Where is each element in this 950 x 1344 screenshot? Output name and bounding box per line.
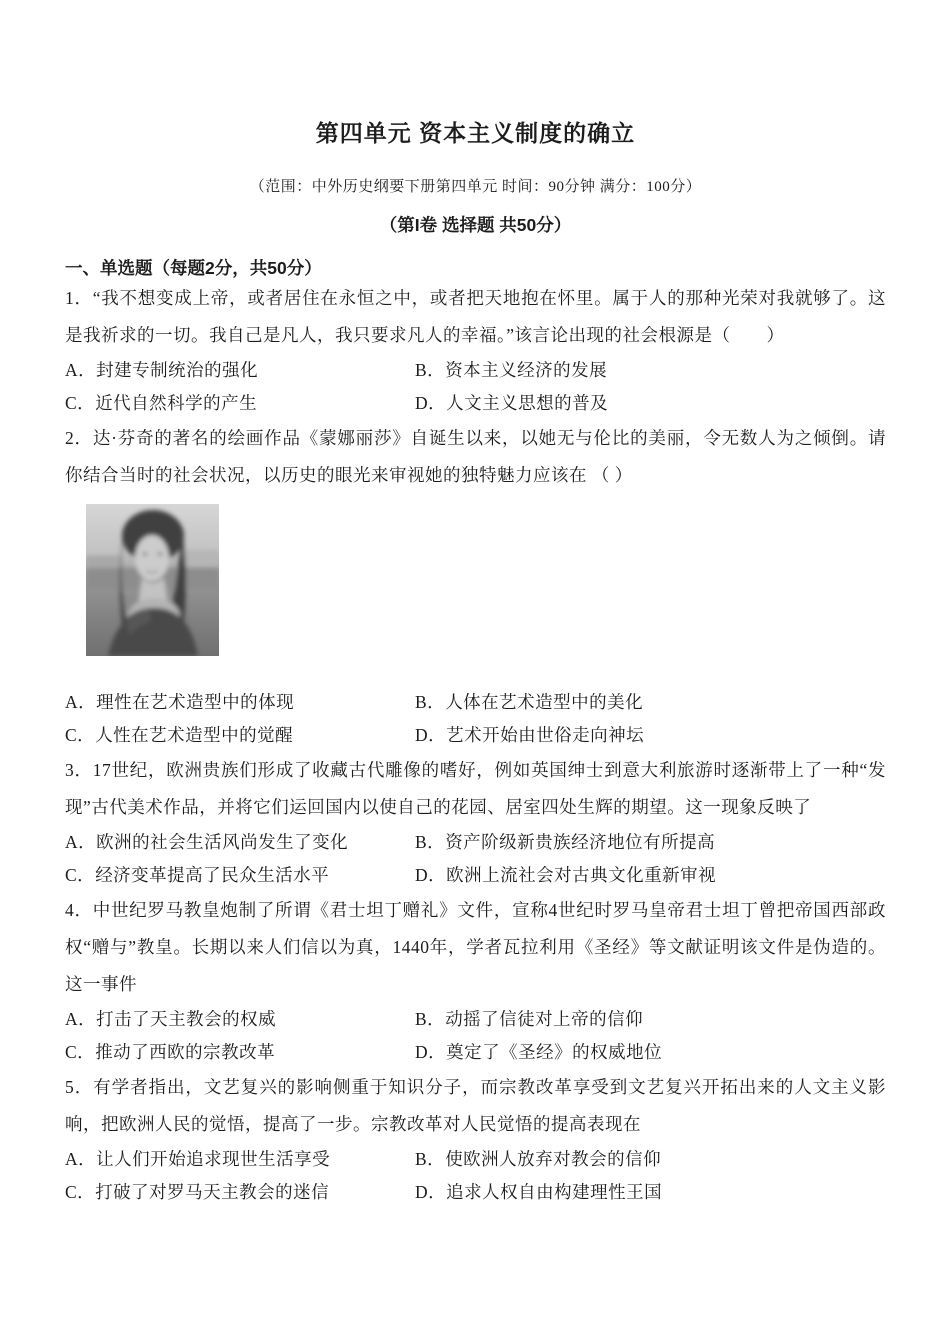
option-text: 让人们开始追求现世生活享受 [96,1149,331,1169]
question-5 [65,1069,886,1209]
option-label: C． [65,725,96,745]
option-label: A． [65,692,97,712]
option-label: A． [65,360,97,380]
question-3-option-b [415,826,886,859]
option-text: 打破了对罗马天主教会的迷信 [95,1182,330,1202]
question-4-option-a [65,1003,415,1036]
option-label: B． [415,360,446,380]
question-5-text: 有学者指出，文艺复兴的影响侧重于知识分子，而宗教改革享受到文艺复兴开拓出来的人文主义影响，把欧洲人民的觉悟，提高了一步。宗教改革对人民觉悟的提高表现在 [65,1077,887,1134]
question-2-number: 2． [65,428,93,448]
option-text: 资本主义经济的发展 [445,360,608,380]
option-text: 使欧洲人放弃对教会的信仰 [445,1149,662,1169]
question-5-option-c [65,1176,415,1209]
option-text: 理性在艺术造型中的体现 [96,692,295,712]
question-2-options [65,686,886,752]
question-5-option-b [415,1143,886,1176]
option-text: 人体在艺术造型中的美化 [445,692,644,712]
question-1-stem [65,280,886,354]
question-1-option-a [65,354,415,387]
question-1-options [65,354,886,420]
question-2-figure [86,504,219,656]
question-4 [65,892,886,1069]
option-label: A． [65,832,97,852]
option-label: B． [415,832,446,852]
mona-lisa-image [86,504,219,656]
option-label: D． [415,725,447,745]
question-1-option-c [65,387,415,420]
question-4-option-c [65,1036,415,1069]
option-label: A． [65,1009,97,1029]
section-heading-single-choice: 一、单选题（每题2分，共50分） [65,258,322,278]
option-label: D． [415,393,447,413]
question-5-option-a [65,1143,415,1176]
option-label: C． [65,1182,96,1202]
question-1-option-d [415,387,886,420]
question-1 [65,280,886,420]
option-text: 资产阶级新贵族经济地位有所提高 [445,832,716,852]
question-3-number: 3． [65,760,93,780]
question-2-stem [65,420,886,494]
question-4-options [65,1003,886,1069]
option-text: 经济变革提高了民众生活水平 [95,865,330,885]
part-1-header: （第I卷 选择题 共50分） [379,215,572,235]
option-text: 动摇了信徒对上帝的信仰 [445,1009,644,1029]
option-text: 打击了天主教会的权威 [96,1009,277,1029]
question-5-option-d [415,1176,886,1209]
option-text: 封建专制统治的强化 [96,360,259,380]
question-5-number: 5． [65,1077,94,1097]
option-label: B． [415,1149,446,1169]
option-text: 欧洲上流社会对古典文化重新审视 [446,865,717,885]
question-1-text: “我不想变成上帝，或者居住在永恒之中，或者把天地抱在怀里。属于人的那种光荣对我就够了。这是我祈求的一切。我自己是凡人，我只要求凡人的幸福。”该言论出现的社会根源是（ ） [65,288,887,345]
question-5-stem [65,1069,886,1143]
option-label: C． [65,1042,96,1062]
question-4-stem [65,892,886,1003]
question-2-option-b [415,686,886,719]
question-4-text: 中世纪罗马教皇炮制了所谓《君士坦丁赠礼》文件，宣称4世纪时罗马皇帝君士坦丁曾把帝国西部政权“赠与”教皇。长期以来人们信以为真，1440年，学者瓦拉利用《圣经》等文献证明该文件是伪造的。这一事件 [65,900,886,994]
option-text: 推动了西欧的宗教改革 [95,1042,276,1062]
option-label: D． [415,865,447,885]
option-label: B． [415,692,446,712]
question-2-option-a [65,686,415,719]
question-2-option-c [65,719,415,752]
question-3-option-d [415,859,886,892]
question-4-option-d [415,1036,886,1069]
question-3-option-a [65,826,415,859]
question-2-text: 达·芬奇的著名的绘画作品《蒙娜丽莎》自诞生以来，以她无与伦比的美丽，令无数人为之倾倒。请你结合当时的社会状况，以历史的眼光来审视她的独特魅力应该在 （ ） [65,428,887,485]
option-text: 近代自然科学的产生 [95,393,258,413]
option-label: B． [415,1009,446,1029]
question-3-text: 17世纪，欧洲贵族们形成了收藏古代雕像的嗜好，例如英国绅士到意大利旅游时逐渐带上了一种“发现”古代美术作品，并将它们运回国内以使自己的花园、居室四处生辉的期望。这一现象反映了 [65,760,887,817]
question-5-options [65,1143,886,1209]
exam-meta-line: （范围：中外历史纲要下册第四单元 时间：90分钟 满分：100分） [249,179,702,195]
question-3-stem [65,752,886,826]
option-label: C． [65,393,96,413]
question-1-option-b [415,354,886,387]
option-text: 追求人权自由构建理性王国 [446,1182,663,1202]
option-text: 艺术开始由世俗走向神坛 [446,725,645,745]
question-4-number: 4． [65,900,93,920]
question-4-option-b [415,1003,886,1036]
option-label: D． [415,1182,447,1202]
page-title: 第四单元 资本主义制度的确立 [315,120,636,146]
option-label: A． [65,1149,97,1169]
question-1-number: 1． [65,288,93,308]
option-text: 人性在艺术造型中的觉醒 [95,725,294,745]
question-2-option-d [415,719,886,752]
option-text: 人文主义思想的普及 [446,393,609,413]
question-2 [65,420,886,752]
option-text: 欧洲的社会生活风尚发生了变化 [96,832,349,852]
question-3 [65,752,886,892]
question-3-option-c [65,859,415,892]
option-label: D． [415,1042,447,1062]
option-text: 奠定了《圣经》的权威地位 [446,1042,663,1062]
option-label: C． [65,865,96,885]
question-3-options [65,826,886,892]
